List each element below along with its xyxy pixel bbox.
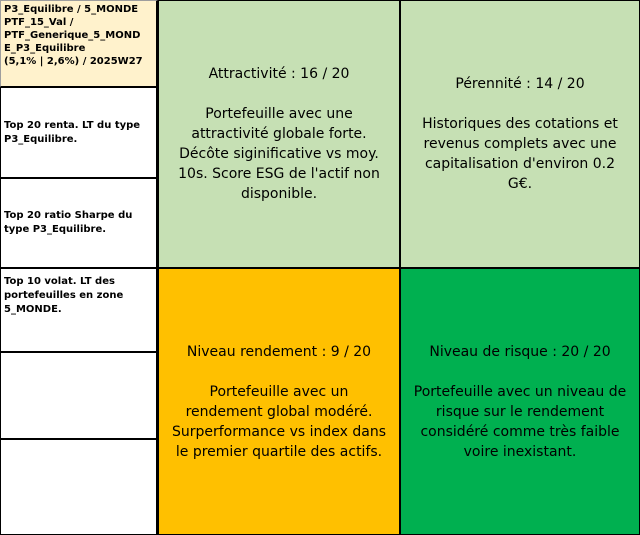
ranking-row-empty [0,439,158,535]
quadrant-description: Portefeuille avec une attractivité globale forte. Décôte siginificative vs moy. 10s. Score ESG de l'actif non disponible. [178,106,380,202]
quadrant-title: Niveau de risque : 20 / 20 [429,343,611,360]
quadrant-description: Historiques des cotations et revenus complets avec une capitalisation d'environ 0.2 G€. [422,116,618,192]
portfolio-header: P3_Equilibre / 5_MONDE PTF_15_Val / PTF_Generique_5_MOND E_P3_Equilibre (5,1% | 2,6%) / 2025W27 [0,0,158,87]
quadrant-title: Pérennité : 14 / 20 [455,76,585,92]
quadrant-perennite [400,0,640,268]
ranking-row-return [0,87,158,178]
ranking-row-label: Top 20 renta. LT du type P3_Equilibre. [4,119,141,145]
ranking-row-empty [0,352,158,439]
quadrant-description: Portefeuille avec un rendement global modéré. Surperformance vs index dans le premier quartile des actifs. [171,383,387,460]
quadrant-description: Portefeuille avec un niveau de risque sur le rendement considéré comme très faible voire inexistant. [413,383,627,460]
quadrant-title: Niveau rendement : 9 / 20 [186,343,372,360]
ranking-row-sharpe [0,178,158,268]
quadrant-title: Attractivité : 16 / 20 [208,66,350,82]
ranking-row-volatility [0,268,158,352]
ranking-row-label: Top 10 volat. LT des portefeuilles en zone 5_MONDE. [4,276,124,315]
ranking-row-label: Top 20 ratio Sharpe du type P3_Equilibre. [4,210,133,235]
quadrant-risque [400,268,640,535]
quadrant-attractivite [158,0,400,268]
quadrant-rendement [158,268,400,535]
